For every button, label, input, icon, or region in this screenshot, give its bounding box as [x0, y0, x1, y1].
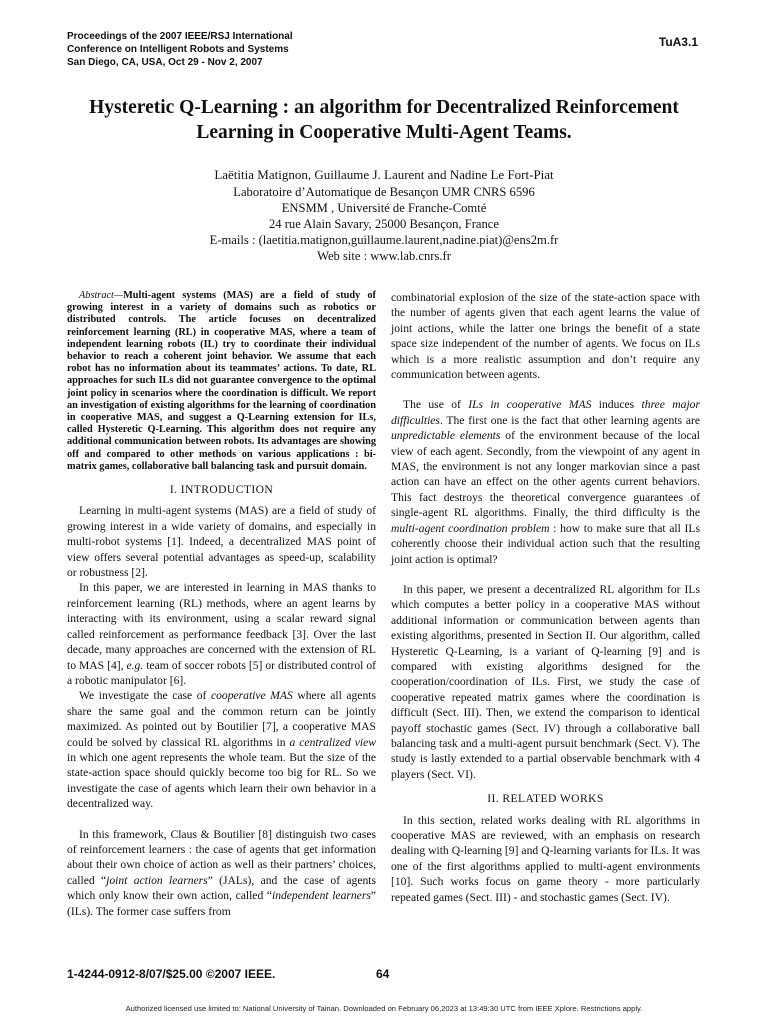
- right-paragraph-2: [391, 397, 700, 566]
- emphasis: independent learners: [271, 889, 371, 903]
- emphasis: cooperative MAS: [210, 689, 293, 703]
- abstract-text: Multi-agent systems (MAS) are a field of study of growing interest in a variety of domains such as robotics or distributed controls. The article focuses on decentralized reinforcement learning (RL) in cooperative MAS, where a team of independent learning robots (IL) try to coordinate their individual behavior to reach a coherent joint behavior. We assume that each robot has no information about its teammates’ actions. To date, RL approaches for such ILs did not guarantee convergence to the optimal joint policy in scenarios where the coordination is difficult. We report an investigation of existing algorithms for the learning of coordination in cooperative MAS, and suggest a Q-Learning extension for ILs, called Hysteretic Q-Learning. This algorithm does not require any additional communication between robots. Its advantages are showing off and compared to other methods on various applications : bi-matrix games, collaborative ball balancing task and pursuit domain.: [67, 290, 376, 472]
- section-heading-introduction: I. INTRODUCTION: [169, 483, 274, 497]
- isbn-copyright: 1-4244-0912-8/07/$25.00 ©2007 IEEE.: [67, 967, 276, 981]
- emphasis: ILs in cooperative MAS: [468, 398, 592, 412]
- left-column: [67, 290, 376, 919]
- author-website: Web site : www.lab.cnrs.fr: [317, 249, 451, 263]
- text-span: : how to make sure that all ILs coherently choose their individual action such that the resulting joint action is optimal?: [391, 521, 700, 566]
- related-paragraph-1: In this section, related works dealing with RL algorithms in cooperative MAS are reviewed, with an emphasis on research dealing with Q-learning [9] and Q-learning variants for ILs. It was one of the first algorithms applied to multi-agent environments [10]. Such works focus on game theory - more particularly repeated games (Sect. III) - and stochastic games (Sect. IV).: [391, 813, 700, 904]
- text-span: where all agents share the same goal and the common return can be jointly maximized. As pointed out by Boutilier [7], a cooperative MAS could be solved by classical RL algorithms in: [67, 689, 376, 749]
- session-code: TuA3.1: [658, 35, 698, 49]
- section-heading-related-works: II. RELATED WORKS: [487, 792, 604, 806]
- page-number: 64: [376, 967, 390, 981]
- right-column: [391, 290, 700, 905]
- intro-paragraph-1: Learning in multi-agent systems (MAS) are a field of study of growing interest in a wide variety of domains, and especially in multi-robot systems [1]. Indeed, a decentralized MAS point of view offers several potential advantages as speed-up, scalability or robustness [2].: [67, 504, 376, 580]
- text-span: We investigate the case of: [79, 689, 211, 703]
- emphasis: three major difficulties: [391, 398, 700, 427]
- text-span: . The first one is the fact that other learning agents are: [439, 413, 700, 427]
- right-paragraph-3: In this paper, we present a decentralized RL algorithm for ILs which computes a better policy in a cooperative MAS without additional information or communication between agents than existing algorithms, presented in Section II. Our algorithm, called Hysteretic Q-Learning, is a variant of Q-learning [9] and is compared with existing algorithms designed for the cooperation/coordination of ILs. First, we study the case of cooperative repeated matrix games where the coordination is difficult (Sect. III). Then, we extend the comparison to identical payoff stochastic games (Sect. IV) through a collaborative ball balancing task and a multi-agent pursuit benchmark (Sect. V). The study is lastly extended to a partial observable benchmark with 4 players (Sect. VI).: [391, 582, 700, 781]
- paper-title: Hysteretic Q-Learning : an algorithm for Decentralized Reinforcement Learning in Cooperative Multi-Agent Teams.: [89, 97, 679, 143]
- conference-line-1: Proceedings of the 2007 IEEE/RSJ International: [67, 31, 293, 42]
- emphasis: multi-agent coordination problem: [391, 521, 550, 535]
- right-paragraph-1: combinatorial explosion of the size of the state-action space with the number of agents given that each agent learns the value of joint actions, while the latter one brings the benefit of a state space size independent of the number of agents. We focus on ILs which is a more realistic assumption and don’t require any communication between agents.: [391, 291, 700, 382]
- text-span: of the environment because of the local view of each agent. Secondly, from the viewpoint of any agent in MAS, the environment is not any longer markovian since a past action can have an effect on the other agents current behaviors. This fact destroys the theoretical convergence guarantees of single-agent RL algorithms. Finally, the third difficulty is the: [391, 429, 700, 520]
- text-span: ” (JALs), and the case of agents which only know their own action, called “: [67, 873, 376, 903]
- text-span: team of soccer robots [5] or distributed control of a robotic manipulator [6].: [67, 658, 376, 687]
- text-span: ” (ILs). The former case suffers from: [67, 889, 376, 918]
- author-names: Laëtitia Matignon, Guillaume J. Laurent and Nadine Le Fort-Piat: [214, 167, 554, 182]
- text-span: in which one agent represents the whole team. But the size of the state-action space should quickly become too big for RL. So we investigate the case of agents which learn their own behavior in a decentralized way.: [67, 750, 376, 811]
- emphasis: a centralized view: [289, 735, 376, 749]
- text-span: In this paper, we are interested in learning in MAS thanks to reinforcement learning (RL) methods, where an agent learns by interacting with its environment, using a scalar reward signal called reinforcement as performance feedback [3]. Over the last decade, many approaches are concerned with the extension of RL to MAS [4],: [67, 581, 376, 672]
- author-lab: Laboratoire d’Automatique de Besançon UMR CNRS 6596: [233, 185, 535, 199]
- conference-info: [67, 30, 387, 69]
- author-address: 24 rue Alain Savary, 25000 Besançon, France: [268, 217, 499, 231]
- abstract: [67, 290, 376, 473]
- intro-paragraph-3: [67, 688, 376, 811]
- author-block: [60, 167, 708, 264]
- emphasis: unpredictable elements: [391, 429, 501, 443]
- text-span: induces: [591, 398, 642, 412]
- intro-paragraph-4: [67, 827, 376, 919]
- emphasis: e.g.: [126, 658, 144, 672]
- author-school: ENSMM , Université de Franche-Comté: [281, 201, 487, 215]
- conference-line-2: Conference on Intelligent Robots and Systems: [67, 44, 289, 55]
- emphasis: joint action learners: [106, 873, 208, 887]
- text-span: The use of: [403, 398, 469, 412]
- intro-paragraph-2: [67, 580, 376, 688]
- conference-line-3: San Diego, CA, USA, Oct 29 - Nov 2, 2007: [67, 57, 263, 68]
- author-emails: E-mails : (laetitia.matignon,guillaume.laurent,nadine.piat)@ens2m.fr: [209, 233, 559, 247]
- text-span: In this framework, Claus & Boutilier [8] distinguish two cases of reinforcement learners : the case of agents that get information about their own choice of action as well as their partners’ choices, called “: [67, 827, 376, 887]
- abstract-label: Abstract—: [79, 290, 124, 301]
- license-notice: Authorized licensed use limited to: National University of Tainan. Downloaded on February 06,2023 at 13:49:30 UTC from IEEE Xplore. Restrictions apply.: [125, 1004, 643, 1013]
